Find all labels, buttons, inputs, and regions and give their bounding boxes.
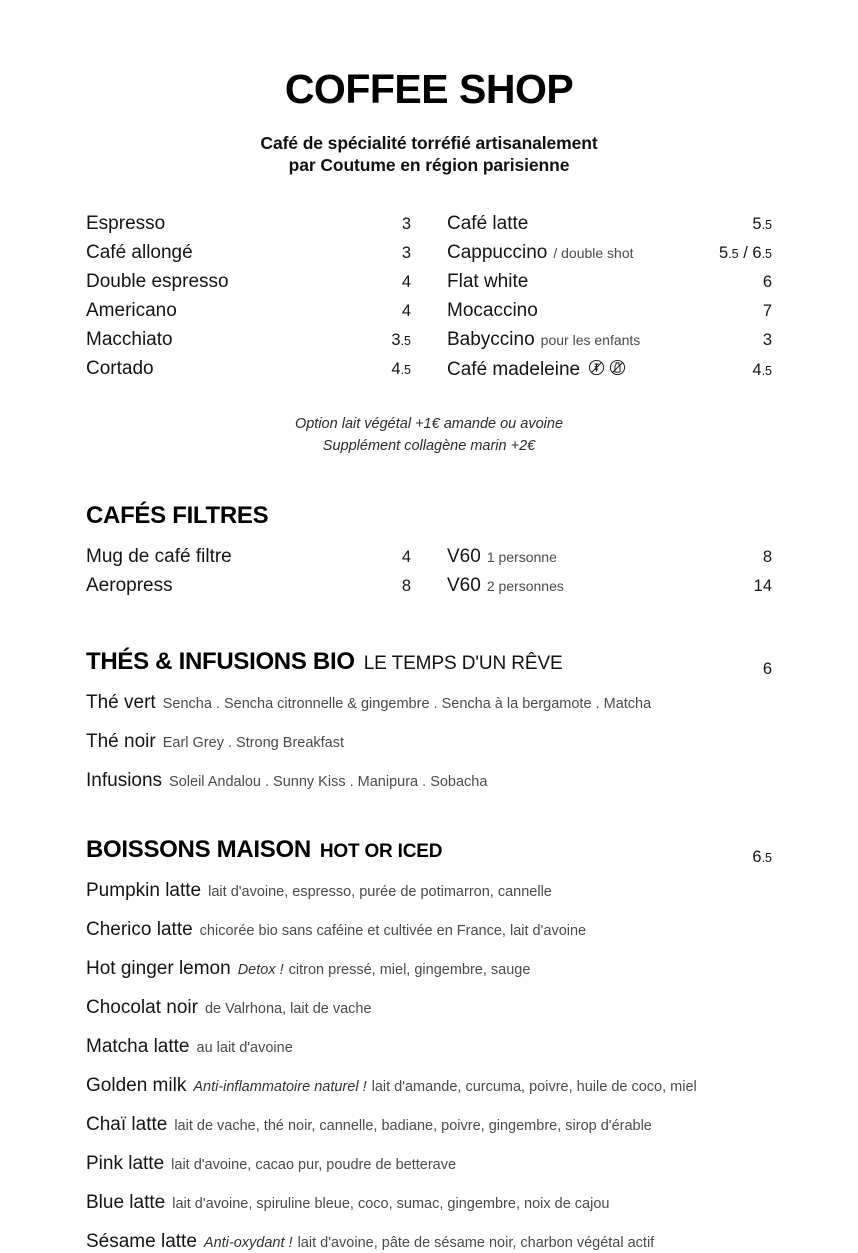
- item-price: 5.5 / 6.5: [719, 243, 772, 262]
- tagline-line-2: par Coutume en région parisienne: [288, 154, 570, 175]
- item-name: Golden milk: [86, 1074, 187, 1096]
- tagline-line-1: Café de spécialité torréfié artisanalement: [260, 133, 598, 154]
- item-name: Thé vert: [86, 691, 156, 713]
- item-name: Cherico latte: [86, 918, 193, 940]
- item-name: Pumpkin latte: [86, 879, 202, 901]
- item-price: 14: [753, 576, 772, 595]
- item-name: V60: [447, 545, 481, 567]
- espresso-left-column: [86, 213, 411, 387]
- section-price-house-drinks: 6.5: [752, 847, 772, 866]
- house-drink-item: [86, 1231, 772, 1253]
- item-name: Macchiato: [86, 328, 173, 350]
- allergen-icons: [588, 359, 626, 376]
- house-drinks-list: [86, 880, 772, 1253]
- item-price: 3: [401, 243, 411, 262]
- item-name: Chaï latte: [86, 1113, 168, 1135]
- item-price: 5.5: [752, 214, 772, 233]
- house-drink-item: [86, 1075, 772, 1097]
- filter-right-column: [447, 546, 772, 604]
- item-price: 3: [401, 214, 411, 233]
- house-drink-item: [86, 1114, 772, 1136]
- item-qualifier: pour les enfants: [540, 331, 641, 348]
- item-description: lait d'avoine, spiruline bleue, coco, sumac, gingembre, noix de cajou: [172, 1195, 610, 1212]
- item-name: Sésame latte: [86, 1230, 197, 1252]
- item-price: 4.5: [752, 360, 772, 379]
- tea-item: [86, 731, 772, 753]
- item-qualifier: / double shot: [553, 244, 634, 261]
- item-description: Earl Grey . Strong Breakfast: [162, 734, 345, 751]
- item-description: lait d'avoine, cacao pur, poudre de betterave: [171, 1156, 457, 1173]
- price-row: [86, 271, 411, 300]
- tea-item: [86, 770, 772, 792]
- price-row: [447, 213, 772, 242]
- price-row: [86, 358, 411, 387]
- item-name: Matcha latte: [86, 1035, 190, 1057]
- item-description: lait d'avoine, pâte de sésame noir, charbon végétal actif: [297, 1234, 655, 1251]
- house-drink-item: [86, 997, 772, 1019]
- item-name: V60: [447, 574, 481, 596]
- item-name: Hot ginger lemon: [86, 957, 231, 979]
- house-drink-item: [86, 1192, 772, 1214]
- item-name: Mug de café filtre: [86, 545, 232, 567]
- item-name: Café allongé: [86, 241, 193, 263]
- house-drink-item: [86, 919, 772, 941]
- price-row: [86, 242, 411, 271]
- item-description: lait d'amande, curcuma, poivre, huile de coco, miel: [371, 1078, 697, 1095]
- price-row: [447, 300, 772, 329]
- item-name: Cappuccino: [447, 241, 548, 263]
- item-name: Pink latte: [86, 1152, 165, 1174]
- item-price: 7: [762, 301, 772, 320]
- item-emphasis: Anti-inflammatoire naturel !: [193, 1078, 367, 1095]
- price-row: [86, 575, 411, 604]
- item-description: chicorée bio sans caféine et cultivée en France, lait d'avoine: [199, 922, 587, 939]
- item-price: 4.5: [391, 359, 411, 378]
- options-note-line-2: Supplément collagène marin +2€: [322, 438, 536, 455]
- house-drink-item: [86, 880, 772, 902]
- price-row: [86, 329, 411, 358]
- item-qualifier: 1 personne: [486, 548, 557, 565]
- item-name: Chocolat noir: [86, 996, 198, 1018]
- tea-item: [86, 692, 772, 714]
- options-note-line-1: Option lait végétal +1€ amande ou avoine: [294, 415, 564, 432]
- item-price: 4: [401, 272, 411, 291]
- tea-list: [86, 692, 772, 792]
- section-price-teas: 6: [762, 659, 772, 678]
- item-emphasis: Detox !: [237, 961, 284, 978]
- item-name: Double espresso: [86, 270, 229, 292]
- price-row: [447, 271, 772, 300]
- section-subtitle-house-drinks: HOT OR ICED: [319, 840, 443, 862]
- section-title-house-drinks: BOISSONS MAISON: [86, 835, 311, 863]
- item-name: Babyccino: [447, 328, 535, 350]
- price-row: [86, 300, 411, 329]
- item-name: Infusions: [86, 769, 163, 791]
- house-drink-item: [86, 958, 772, 980]
- item-price: 4: [401, 301, 411, 320]
- item-price: 3: [762, 330, 772, 349]
- item-description: au lait d'avoine: [196, 1039, 293, 1056]
- item-name: Aeropress: [86, 574, 173, 596]
- item-name: Café madeleine: [447, 358, 581, 380]
- section-subtitle-teas: LE TEMPS D'UN RÊVE: [363, 652, 563, 674]
- section-header-teas: [86, 648, 772, 676]
- item-name: Flat white: [447, 270, 529, 292]
- lactose-free-icon: [609, 359, 626, 376]
- price-row: [447, 242, 772, 271]
- item-description: lait de vache, thé noir, cannelle, badiane, poivre, gingembre, sirop d'érable: [174, 1117, 652, 1134]
- item-name: Cortado: [86, 357, 154, 379]
- masthead: [86, 0, 772, 177]
- gluten-free-icon: [588, 359, 605, 376]
- item-qualifier: 2 personnes: [486, 577, 564, 594]
- item-description: de Valrhona, lait de vache: [204, 1000, 372, 1017]
- espresso-right-column: [447, 213, 772, 387]
- item-description: citron pressé, miel, gingembre, sauge: [288, 961, 531, 978]
- tagline: [86, 133, 772, 177]
- section-header-house-drinks: [86, 836, 772, 864]
- item-description: lait d'avoine, espresso, purée de potimarron, cannelle: [208, 883, 552, 900]
- price-row: [86, 546, 411, 575]
- item-price: 8: [401, 576, 411, 595]
- item-description: Soleil Andalou . Sunny Kiss . Manipura . Sobacha: [169, 773, 488, 790]
- options-note: [86, 413, 772, 458]
- page-title: COFFEE SHOP: [284, 66, 574, 112]
- espresso-price-grid: [86, 213, 772, 387]
- item-price: 6: [762, 272, 772, 291]
- item-emphasis: Anti-oxydant !: [203, 1234, 293, 1251]
- section-title-filter-coffees: CAFÉS FILTRES: [86, 501, 269, 529]
- price-row: [447, 358, 772, 387]
- item-name: Blue latte: [86, 1191, 166, 1213]
- item-name: Espresso: [86, 212, 166, 234]
- section-header-filter-coffees: [86, 502, 772, 530]
- item-name: Café latte: [447, 212, 529, 234]
- section-title-teas: THÉS & INFUSIONS BIO: [86, 647, 355, 675]
- item-name: Thé noir: [86, 730, 156, 752]
- filter-left-column: [86, 546, 411, 604]
- item-name: Americano: [86, 299, 177, 321]
- item-price: 4: [401, 547, 411, 566]
- house-drink-item: [86, 1153, 772, 1175]
- item-price: 3.5: [391, 330, 411, 349]
- price-row: [447, 329, 772, 358]
- item-name: Mocaccino: [447, 299, 538, 321]
- price-row: [447, 575, 772, 604]
- filter-price-grid: [86, 546, 772, 604]
- item-description: Sencha . Sencha citronnelle & gingembre . Sencha à la bergamote . Matcha: [162, 695, 652, 712]
- price-row: [447, 546, 772, 575]
- house-drink-item: [86, 1036, 772, 1058]
- item-price: 8: [762, 547, 772, 566]
- price-row: [86, 213, 411, 242]
